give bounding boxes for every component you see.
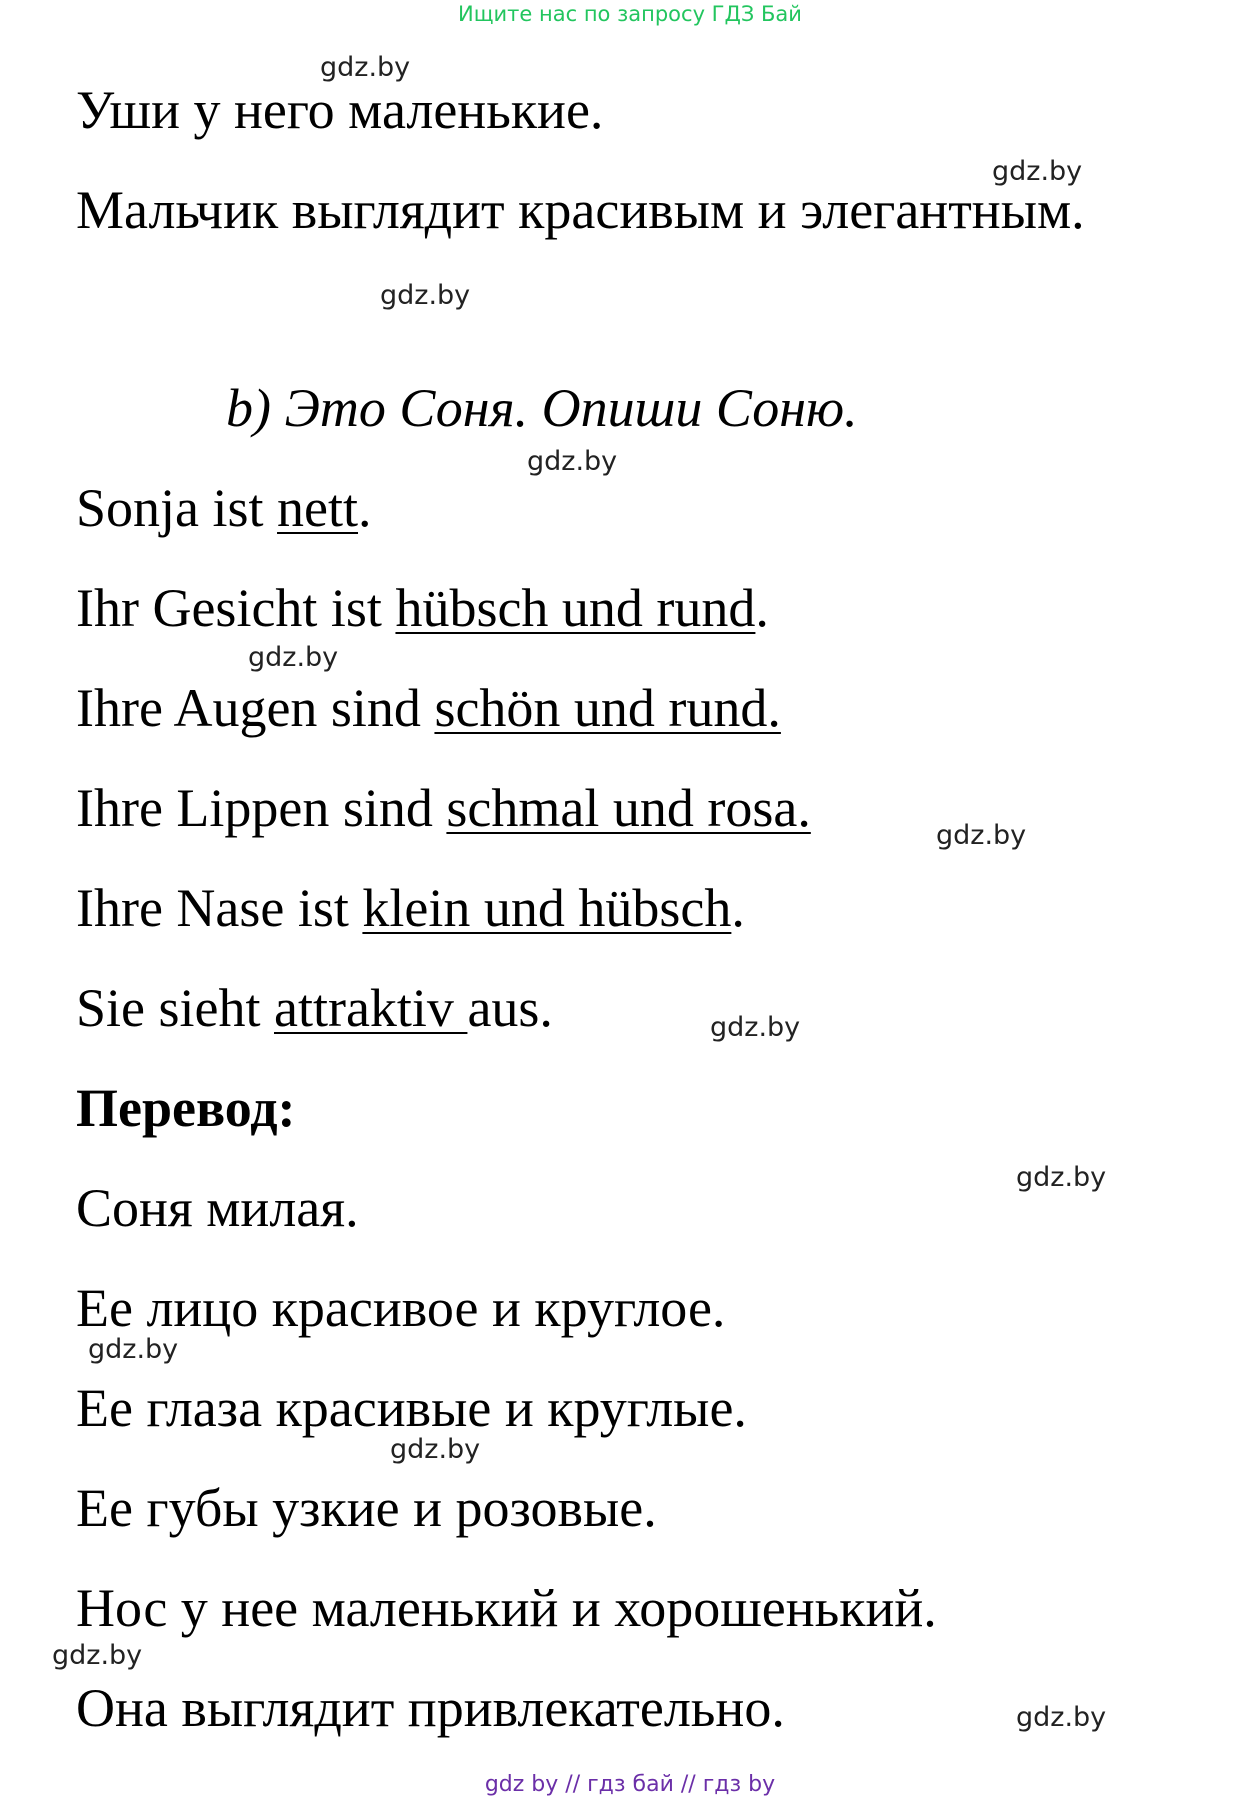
watermark: gdz.by — [88, 1334, 179, 1365]
text-line-boy: Мальчик выглядит красивым и элегантным. — [76, 180, 1085, 240]
watermark: gdz.by — [710, 1012, 801, 1043]
underlined-answer: nett — [277, 478, 359, 538]
underlined-answer: schmal und rosa. — [446, 778, 811, 838]
watermark: gdz.by — [390, 1434, 481, 1465]
sentence-text: Ihr Gesicht ist — [76, 578, 396, 638]
sentence-text: Ihre Augen sind — [76, 678, 435, 738]
watermark: gdz.by — [1016, 1162, 1107, 1193]
german-sentence — [76, 878, 745, 938]
search-banner[interactable]: Ищите нас по запросу ГДЗ Бай — [458, 2, 802, 26]
underlined-answer: klein und hübsch — [362, 878, 732, 938]
watermark: gdz.by — [992, 156, 1083, 187]
watermark: gdz.by — [248, 642, 339, 673]
sentence-text: aus. — [467, 978, 553, 1038]
german-sentence — [76, 578, 769, 638]
watermark: gdz.by — [52, 1640, 143, 1671]
watermark: gdz.by — [527, 446, 618, 477]
sentence-text: . — [731, 878, 745, 938]
watermark: gdz.by — [320, 52, 411, 83]
sentence-text: Sonja ist — [76, 478, 278, 538]
translation-line: Соня милая. — [76, 1178, 359, 1238]
watermark: gdz.by — [936, 820, 1027, 851]
translation-line: Ее лицо красивое и круглое. — [76, 1278, 726, 1338]
section-b-heading: b) Это Соня. Опиши Соню. — [226, 378, 858, 438]
translation-line: Ее губы узкие и розовые. — [76, 1478, 657, 1538]
translation-line: Ее глаза красивые и круглые. — [76, 1378, 747, 1438]
underlined-answer: hübsch und rund — [395, 578, 756, 638]
german-sentence — [76, 978, 553, 1038]
sentence-text: . — [358, 478, 372, 538]
sentence-text: Sie sieht — [76, 978, 274, 1038]
watermark: gdz.by — [1016, 1702, 1107, 1733]
watermark: gdz.by — [380, 280, 471, 311]
sentence-text: . — [755, 578, 769, 638]
german-sentence — [76, 478, 372, 538]
sentence-text: Ihre Nase ist — [76, 878, 363, 938]
german-sentence — [76, 678, 781, 738]
translation-line: Нос у нее маленький и хорошенький. — [76, 1578, 937, 1638]
underlined-answer: schön und rund. — [434, 678, 781, 738]
translation-line: Она выглядит привлекательно. — [76, 1678, 785, 1738]
underlined-answer: attraktiv — [274, 978, 468, 1038]
german-sentence — [76, 778, 811, 838]
sentence-text: Ihre Lippen sind — [76, 778, 447, 838]
text-line-ears: Уши у него маленькие. — [76, 80, 604, 140]
footer-links[interactable]: gdz by // гдз бай // гдз by — [484, 1772, 776, 1797]
translation-heading: Перевод: — [76, 1078, 296, 1138]
